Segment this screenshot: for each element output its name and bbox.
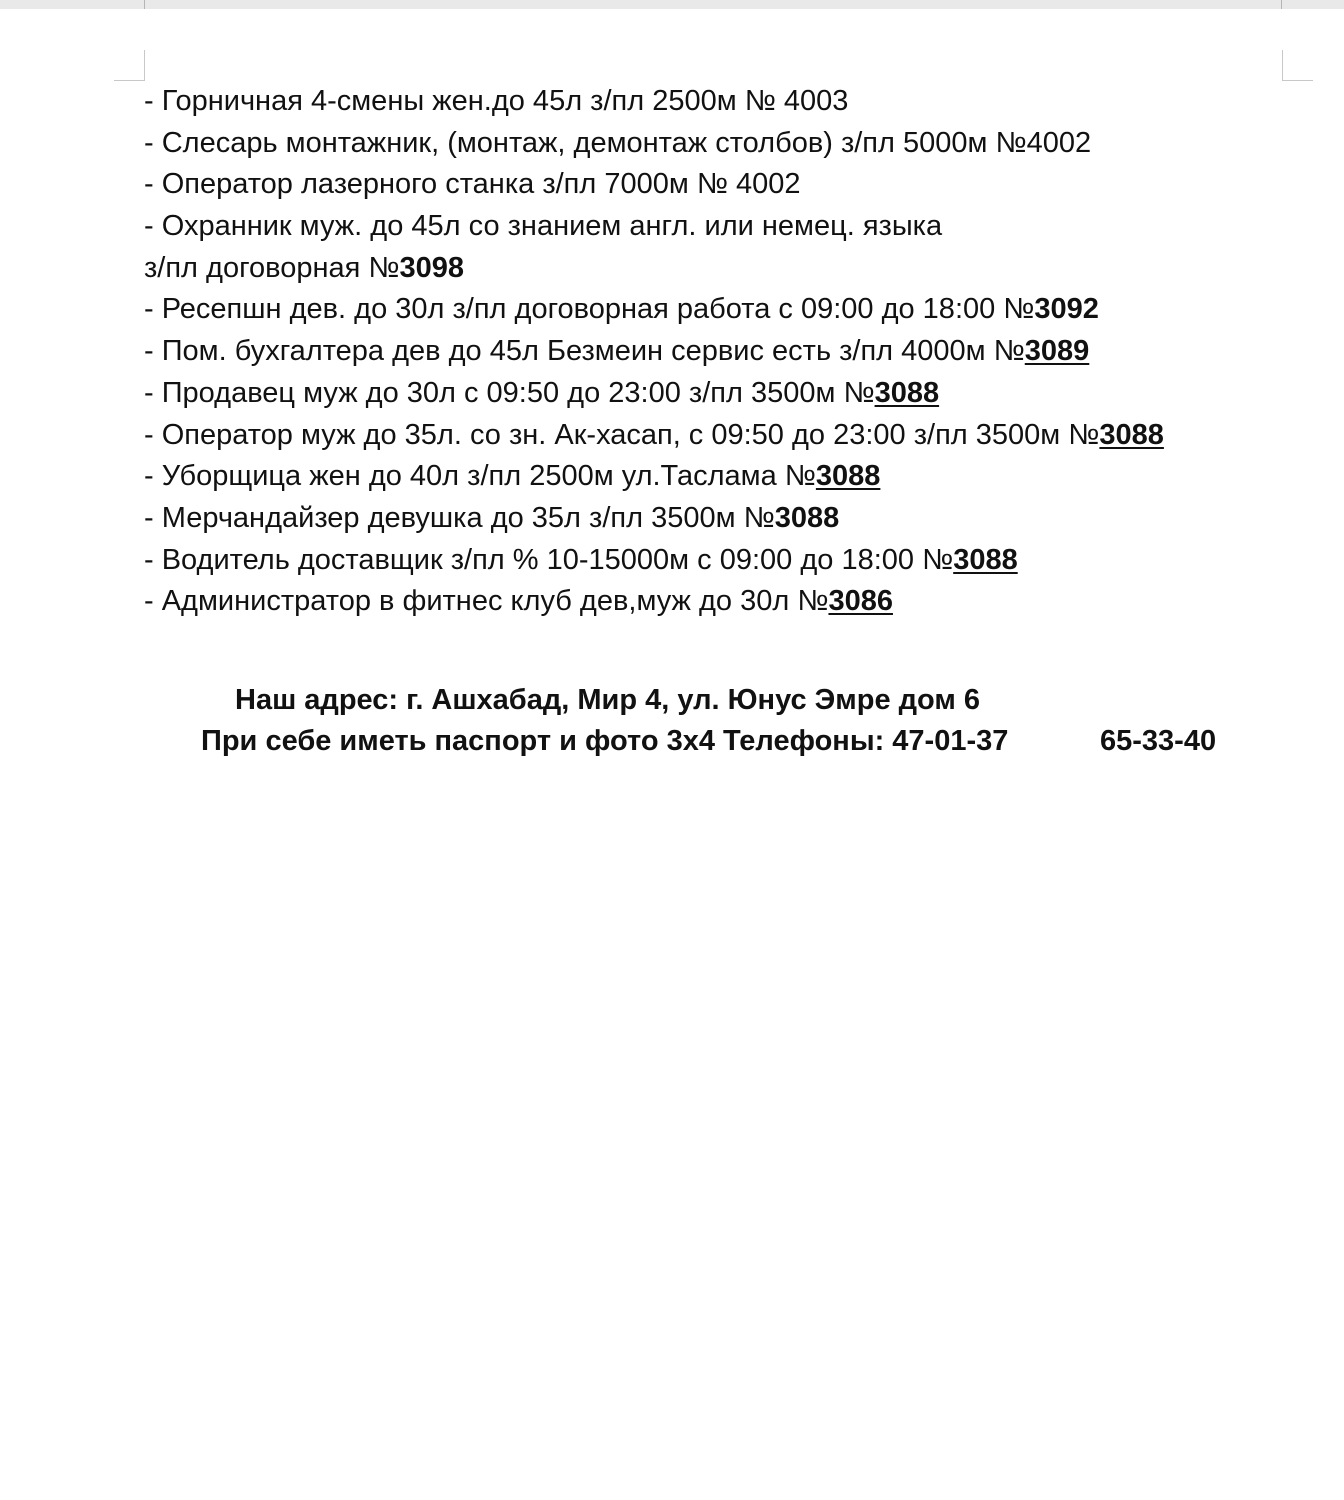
ruler-tick <box>1281 0 1282 9</box>
job-description: - Уборщица жен до 40л з/пл 2500м ул.Таслама № <box>144 460 816 493</box>
job-description: - Охранник муж. до 45л со знанием англ. или немец. языка <box>144 210 943 243</box>
vacancy-number: 3088 <box>953 543 1018 576</box>
job-description: - Пом. бухгалтера дев до 45л Безмеин сервис есть з/пл 4000м № <box>144 335 1025 368</box>
job-line <box>144 331 1334 373</box>
job-line <box>144 81 1334 123</box>
job-description: - Продавец муж до 30л с 09:50 до 23:00 з/пл 3500м № <box>144 376 875 409</box>
job-line <box>144 581 1334 623</box>
job-listing <box>144 81 1334 623</box>
vacancy-number: 3089 <box>1024 335 1090 368</box>
job-description: - Ресепшн дев. до 30л з/пл договорная работа с 09:00 до 18:00 № <box>144 293 1035 326</box>
job-line <box>144 289 1334 331</box>
job-line <box>144 373 1334 415</box>
job-description: - Горничная 4-смены жен.до 45л з/пл 2500м № 4003 <box>144 85 849 117</box>
office-address: Наш адрес: г. Ашхабад, Мир 4, ул. Юнус Эмре дом 6 <box>235 684 981 716</box>
job-line <box>144 456 1334 498</box>
vacancy-number: 3088 <box>1099 418 1164 451</box>
documents-and-phone: При себе иметь паспорт и фото 3х4 Телефоны: 47-01-37 <box>201 725 1009 757</box>
job-description: - Администратор в фитнес клуб дев,муж до 30л № <box>144 585 829 618</box>
vacancy-number: 3088 <box>874 376 940 409</box>
job-line <box>144 123 1334 165</box>
margin-corner-top-right <box>1282 50 1313 81</box>
vacancy-number: 3086 <box>828 585 893 618</box>
job-line <box>144 164 1334 206</box>
vacancy-number: 3088 <box>774 501 840 534</box>
job-description: - Водитель доставщик з/пл % 10-15000м с 09:00 до 18:00 № <box>144 543 954 576</box>
job-description: - Слесарь монтажник, (монтаж, демонтаж столбов) з/пл 5000м №4002 <box>144 126 1092 159</box>
margin-corner-top-left <box>114 50 145 81</box>
page-top-strip <box>0 0 1344 9</box>
job-description: з/пл договорная № <box>144 251 400 284</box>
job-line <box>144 498 1334 540</box>
vacancy-number: 3088 <box>815 460 881 493</box>
job-description: - Мерчандайзер девушка до 35л з/пл 3500м № <box>144 501 775 534</box>
job-line <box>144 248 1334 290</box>
ruler-tick <box>144 0 145 9</box>
job-line <box>144 540 1334 582</box>
job-line <box>144 415 1334 457</box>
vacancy-number: 3098 <box>399 251 465 284</box>
vacancy-number: 3092 <box>1034 293 1099 326</box>
job-description: - Оператор лазерного станка з/пл 7000м № 4002 <box>144 168 801 201</box>
phone-number: 65-33-40 <box>1100 725 1217 757</box>
job-line <box>144 206 1334 248</box>
job-description: - Оператор муж до 35л. со зн. Ак-хасап, с 09:50 до 23:00 з/пл 3500м № <box>144 418 1100 451</box>
